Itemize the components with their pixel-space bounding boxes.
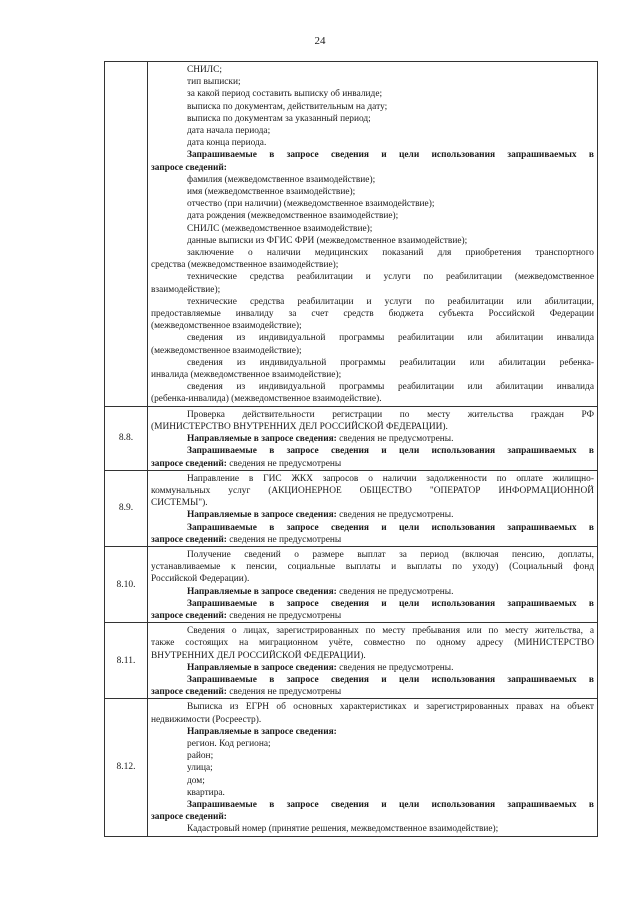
bold-label: Запрашиваемые в запросе сведения и цели использования запрашиваемых в [187,446,594,457]
line-text: взаимодействие); [151,284,221,295]
bold-label: запросе сведений: [151,610,227,621]
text-line [151,235,594,247]
table-row [105,699,598,836]
row-content [148,546,598,622]
line-text: сведения не предусмотрены [226,458,342,469]
row-content [148,699,598,836]
requests-table [104,61,598,837]
line-text: дата рождения (межведомственное взаимодействие); [187,211,399,222]
text-line [151,271,594,283]
bold-label: Направляемые в запросе сведения: [187,434,337,445]
row-content [148,470,598,546]
line-text: сведения не предусмотрены. [336,510,454,521]
line-text: инвалида (межведомственное взаимодействие); [151,370,342,381]
line-text: предоставляемые инвалиду за счет средств бюджета субъекта Российской Федерации [151,309,594,320]
table-row [105,62,598,407]
text-line [151,714,594,726]
bold-label: Направляемые в запросе сведения: [187,726,337,737]
line-text: СИСТЕМЫ"). [151,498,208,509]
text-line [151,787,594,799]
line-text: сведения не предусмотрены [226,534,342,545]
text-line [151,186,594,198]
line-text: район; [187,751,214,762]
line-text: выписка по документам, действительным на дату; [187,101,388,112]
text-line [151,701,594,713]
text-line [151,198,594,210]
text-line [151,76,594,88]
bold-label: запросе сведений: [151,812,227,823]
row-number: 8.12. [105,699,148,836]
line-text: имя (межведомственное взаимодействие); [187,187,356,198]
text-line [151,101,594,113]
text-line [151,445,594,457]
text-line [151,393,594,405]
bold-label: запросе сведений: [151,162,227,173]
table-row [105,406,598,470]
text-line [151,137,594,149]
text-line [151,421,594,433]
text-line [151,726,594,738]
text-line [151,625,594,637]
line-text: улица; [187,763,213,774]
bold-label: запросе сведений: [151,534,227,545]
text-line [151,174,594,186]
text-line [151,650,594,662]
line-text: ВНУТРЕННИХ ДЕЛ РОССИЙСКОЙ ФЕДЕРАЦИИ). [151,650,366,661]
line-text: СНИЛС (межведомственное взаимодействие); [187,223,373,234]
table-row [105,470,598,546]
line-text: сведения не предусмотрены [226,610,342,621]
text-line [151,637,594,649]
text-line [151,573,594,585]
line-text: сведения не предусмотрены. [336,586,454,597]
bold-label: запросе сведений: [151,458,227,469]
text-line [151,409,594,421]
line-text: фамилия (межведомственное взаимодействие); [187,174,376,185]
line-text: дата начала периода; [187,126,271,137]
text-line [151,223,594,235]
text-line [151,762,594,774]
text-line [151,320,594,332]
bold-label: Запрашиваемые в запросе сведения и цели использования запрашиваемых в [187,150,594,161]
line-text: СНИЛС; [187,65,223,75]
text-line [151,125,594,137]
text-line [151,823,594,835]
row-number: 8.9. [105,470,148,546]
line-text: за какой период составить выписку об инвалиде; [187,89,383,100]
page-number: 24 [314,35,326,47]
text-line [151,522,594,534]
text-line [151,799,594,811]
text-line [151,284,594,296]
line-text: также состоящих на миграционном учёте, совместно по одному адресу (МИНИСТЕРСТВО [151,638,594,649]
text-line [151,381,594,393]
text-line [151,473,594,485]
bold-label: Запрашиваемые в запросе сведения и цели использования запрашиваемых в [187,522,594,533]
line-text: сведения из индивидуальной программы реабилитации или абилитации инвалида [187,382,594,393]
text-line [151,458,594,470]
row-content [148,623,598,699]
text-line [151,113,594,125]
line-text: выписка по документам за указанный период; [187,113,371,124]
text-line [151,259,594,271]
text-line [151,738,594,750]
row-number: 8.8. [105,406,148,470]
line-text: Выписка из ЕГРН об основных характеристиках и зарегистрированных правах на объект [187,702,594,713]
text-line [151,509,594,521]
bold-label: Направляемые в запросе сведения: [187,586,337,597]
text-line [151,662,594,674]
text-line [151,332,594,344]
line-text: устанавливаемые к пенсии, социальные выплаты и выплаты по уходу) (Социальный фонд [151,562,594,573]
table-row [105,546,598,622]
line-text: технические средства реабилитации и услуги по реабилитации (межведомственное [187,272,594,283]
text-line [151,210,594,222]
text-line [151,64,594,76]
text-line [151,497,594,509]
text-line [151,149,594,161]
line-text: Проверка действительности регистрации по месту жительства граждан РФ [187,409,594,420]
text-line [151,369,594,381]
line-text: сведения из индивидуальной программы реабилитации или абилитации инвалида [187,333,594,344]
text-line [151,586,594,598]
line-text: Сведения о лицах, зарегистрированных по месту пребывания или по месту жительства, а [187,626,594,637]
text-line [151,561,594,573]
bold-label: Направляемые в запросе сведения: [187,662,337,673]
line-text: технические средства реабилитации и услуги по реабилитации или абилитации, [187,296,594,307]
line-text: недвижимости (Росреестр). [151,714,262,725]
text-line [151,811,594,823]
line-text: сведения из индивидуальной программы реабилитации или абилитации ребенка- [187,357,594,368]
text-line [151,534,594,546]
text-line [151,750,594,762]
text-line [151,247,594,259]
text-line [151,485,594,497]
row-number: 8.11. [105,623,148,699]
text-line [151,357,594,369]
line-text: тип выписки; [187,77,241,88]
text-line [151,549,594,561]
row-number [105,62,148,407]
text-line [151,674,594,686]
text-line [151,686,594,698]
bold-label: Направляемые в запросе сведения: [187,510,337,521]
line-text: (ребенка-инвалида) (межведомственное взаимодействие). [151,394,382,405]
line-text: (МИНИСТЕРСТВО ВНУТРЕННИХ ДЕЛ РОССИЙСКОЙ ФЕДЕРАЦИИ). [151,421,448,432]
line-text: Направление в ГИС ЖКХ запросов о наличии задолженности по оплате жилищно- [187,473,594,484]
row-content [148,62,598,407]
line-text: заключение о наличии медицинских показаний для приобретения транспортного [187,248,594,259]
text-line [151,775,594,787]
line-text: данные выписки из ФГИС ФРИ (межведомственное взаимодействие); [187,235,468,246]
line-text: дата конца периода. [187,138,267,149]
requests-table-body [105,62,598,837]
bold-label: Запрашиваемые в запросе сведения и цели использования запрашиваемых в [187,598,594,609]
bold-label: Запрашиваемые в запросе сведения и цели использования запрашиваемых в [187,799,594,810]
text-line [151,610,594,622]
line-text: сведения не предусмотрены [226,687,342,698]
line-text: (межведомственное взаимодействие); [151,345,302,356]
line-text: (межведомственное взаимодействие); [151,321,302,332]
line-text: Получение сведений о размере выплат за период (включая пенсию, доплаты, [187,549,594,560]
text-line [151,296,594,308]
row-number: 8.10. [105,546,148,622]
text-line [151,308,594,320]
text-line [151,88,594,100]
line-text: квартира. [187,787,225,798]
text-line [151,162,594,174]
line-text: Российской Федерации). [151,574,250,585]
bold-label: запросе сведений: [151,687,227,698]
line-text: отчество (при наличии) (межведомственное взаимодействие); [187,199,435,210]
line-text: сведения не предусмотрены. [336,434,454,445]
text-line [151,433,594,445]
line-text: сведения не предусмотрены. [336,662,454,673]
row-content [148,406,598,470]
line-text: регион. Код региона; [187,738,271,749]
line-text: дом; [187,775,205,786]
text-line [151,345,594,357]
bold-label: Запрашиваемые в запросе сведения и цели использования запрашиваемых в [187,674,594,685]
text-line [151,598,594,610]
line-text: средства (межведомственное взаимодействие); [151,260,339,271]
line-text: Кадастровый номер (принятие решения, межведомственное взаимодействие); [187,824,499,835]
table-row [105,623,598,699]
line-text: коммунальных услуг (АКЦИОНЕРНОЕ ОБЩЕСТВО "ОПЕРАТОР ИНФОРМАЦИОННОЙ [151,485,594,496]
